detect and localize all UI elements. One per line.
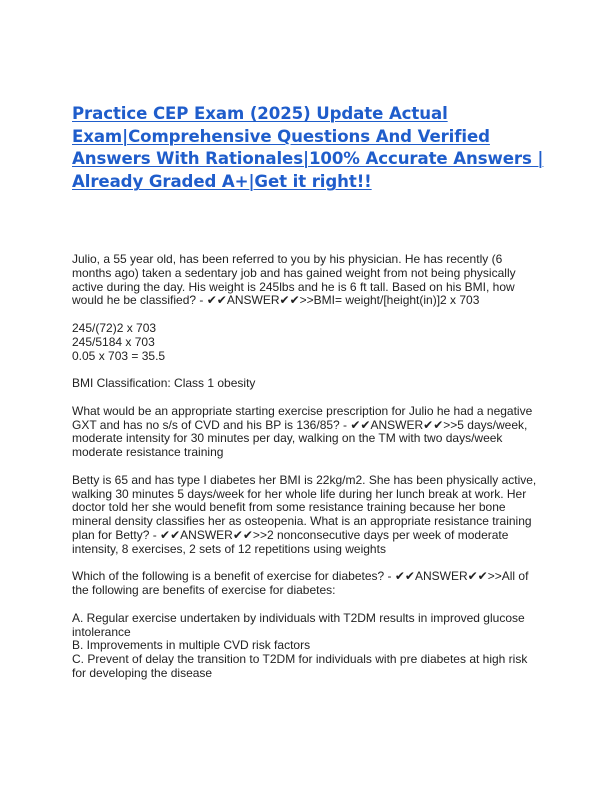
text-line: plan for Betty? - ✔✔ANSWER✔✔>>2 nonconsecutive days per week of moderate [72,527,509,542]
text-line: 245/(72)2 x 703 [72,320,157,335]
text-line: BMI Classification: Class 1 obesity [72,376,256,391]
list-item: B. Improvements in multiple CVD risk factors [72,638,311,653]
text-line: walking 30 minutes 5 days/week for her whole life during her lunch break at work. Her [72,486,527,501]
document-title[interactable] [72,103,542,194]
text-line: What would be an appropriate starting exercise prescription for Julio he had a negative [72,403,533,418]
text-line: would he be classified? - ✔✔ANSWER✔✔>>BMI= weight/[height(in)]2 x 703 [72,293,480,308]
benefits-list [72,612,547,681]
text-line: active during the day. His weight is 245lbs and he is 6 ft tall. Based on his BMI, how [72,279,515,294]
title-line: Practice CEP Exam (2025) Update Actual [72,104,448,123]
question-diabetes-benefit [72,570,547,598]
question-julio-bmi [72,253,547,308]
question-julio-prescription [72,405,547,460]
text-line: Julio, a 55 year old, has been referred to you by his physician. He has recently (6 [72,252,503,266]
document-body [72,253,547,695]
text-line: 0.05 x 703 = 35.5 [72,348,166,363]
question-betty-resistance [72,474,547,557]
text-line: Which of the following is a benefit of exercise for diabetes? - ✔✔ANSWER✔✔>>All of [72,569,529,584]
text-line: 245/5184 x 703 [72,334,155,349]
text-line: Betty is 65 and has type I diabetes her BMI is 22kg/m2. She has been physically active, [72,472,537,487]
text-line: GXT and has no s/s of CVD and his BP is 136/85? - ✔✔ANSWER✔✔>>5 days/week, [72,417,528,432]
title-line: Answers With Rationales|100% Accurate Answers | [72,149,544,169]
text-line: months ago) taken a sedentary job and has gained weight from not being physically [72,265,516,280]
text-line: doctor told her she would benefit from some resistance training because her bone [72,500,506,515]
list-item: A. Regular exercise undertaken by individuals with T2DM results in improved glucose [72,610,525,625]
bmi-classification [72,377,547,391]
text-line: moderate intensity for 30 minutes per day, walking on the TM with two days/week [72,431,503,446]
text-line: moderate resistance training [72,445,224,460]
title-line: Already Graded A+|Get it right!! [72,172,372,192]
list-item: intolerance [72,624,131,639]
bmi-calculation [72,322,547,363]
list-item: for developing the disease [72,665,213,680]
text-line: mineral density classifies her as osteopenia. What is an appropriate resistance training [72,514,532,529]
text-line: intensity, 8 exercises, 2 sets of 12 repetitions using weights [72,541,386,556]
list-item: C. Prevent of delay the transition to T2DM for individuals with pre diabetes at high risk [72,652,528,667]
text-line: the following are benefits of exercise for diabetes: [72,583,336,598]
title-line: Exam|Comprehensive Questions And Verified [72,126,490,146]
